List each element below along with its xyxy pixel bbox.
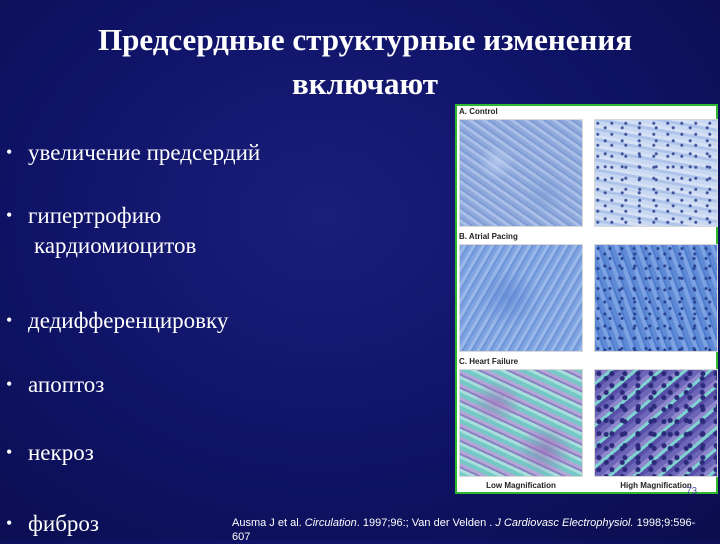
- bullet-icon: •: [6, 142, 13, 162]
- histology-image-control-low: [459, 119, 583, 227]
- bullet-item: [6, 305, 228, 336]
- panel-label-heart-failure: C. Heart Failure: [459, 357, 519, 366]
- histology-image-control-high: [594, 119, 718, 227]
- histology-figure: [455, 104, 718, 494]
- bullet-text: дедифференцировку: [28, 308, 229, 333]
- bullet-icon: •: [6, 442, 13, 462]
- bullet-icon: •: [6, 374, 13, 394]
- bullet-text: фиброз: [28, 511, 99, 536]
- panel-label-control: A. Control: [459, 107, 498, 116]
- bullet-text: некроз: [28, 440, 94, 465]
- bullet-icon: •: [6, 310, 13, 330]
- bullet-item: [6, 369, 104, 400]
- bullet-continuation: кардиомиоцитов: [34, 233, 197, 258]
- histology-image-failure-high: [594, 369, 718, 477]
- bullet-icon: •: [6, 205, 13, 225]
- bullet-item: [6, 437, 94, 468]
- bullet-icon: •: [6, 513, 13, 533]
- bullet-text: гипертрофию: [28, 203, 162, 228]
- histology-image-failure-low: [459, 369, 583, 477]
- panel-label-atrial-pacing: B. Atrial Pacing: [459, 232, 518, 241]
- citation-part-2: . 1997;96:; Van der Velden .: [356, 517, 496, 529]
- title-line-1: Предсердные структурные изменения: [98, 22, 632, 57]
- bullet-item: [6, 137, 260, 168]
- title-line-2: включают: [292, 66, 438, 101]
- bullet-item: [6, 508, 99, 539]
- bullet-item: [6, 200, 196, 261]
- citation-journal-2: J Cardiovasc Electrophysiol.: [495, 517, 634, 529]
- page-number: 73: [686, 486, 698, 497]
- citation-part-3: 1998;9:596-607: [232, 517, 696, 543]
- bullet-text: увеличение предсердий: [28, 140, 261, 165]
- high-magnification-label: High Magnification: [620, 481, 692, 490]
- histology-image-pacing-high: [594, 244, 718, 352]
- citation-part-1: Ausma J et al.: [232, 517, 305, 529]
- bullet-text: апоптоз: [28, 372, 105, 397]
- citation-journal-1: Circulation: [304, 517, 357, 529]
- histology-image-pacing-low: [459, 244, 583, 352]
- low-magnification-label: Low Magnification: [486, 481, 556, 490]
